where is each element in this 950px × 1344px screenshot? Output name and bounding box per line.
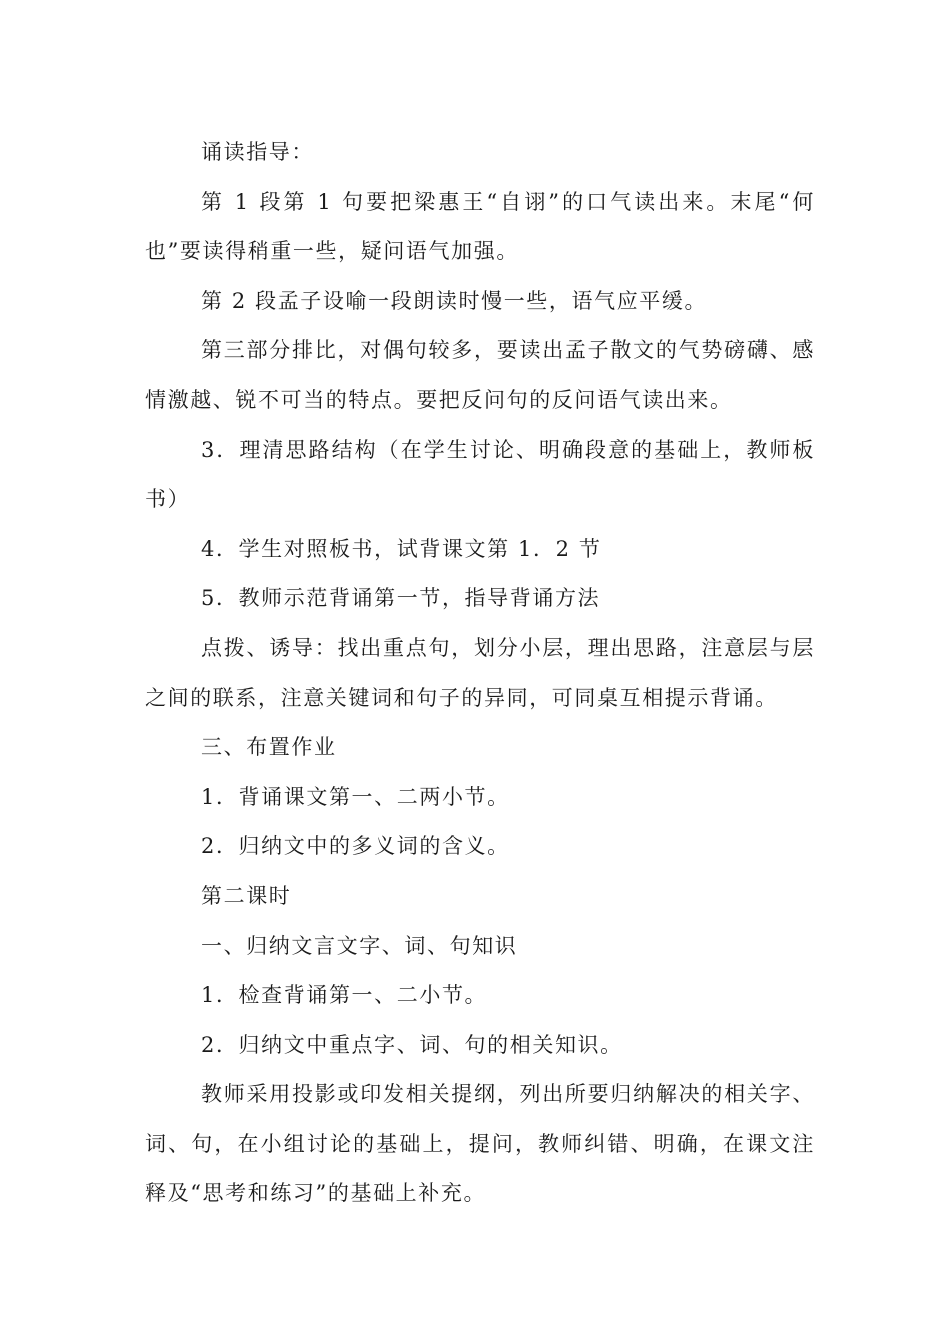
paragraph-step-5: 5．教师示范背诵第一节，指导背诵方法 <box>201 586 601 611</box>
paragraph-reading-guide-heading: 诵读指导： <box>201 140 314 164</box>
paragraph-homework-2: 2．归纳文中的多义词的含义。 <box>201 834 510 859</box>
paragraph-teacher-method: 教师采用投影或印发相关提纲，列出所要归纳解决的相关字、词、句，在小组讨论的基础上，提问，教师纠错、明确，在课文注释及“思考和练习”的基础上补充。 <box>145 1082 815 1206</box>
document-body <box>145 128 815 1219</box>
paragraph-section-2-guide: 第 2 段孟子设喻一段朗读时慢一些，语气应平缓。 <box>201 288 708 313</box>
paragraph-homework-1: 1．背诵课文第一、二两小节。 <box>201 784 510 809</box>
paragraph-part-3-guide: 第三部分排比，对偶句较多，要读出孟子散文的气势磅礴、感情激越、锐不可当的特点。要把反问句的反问语气读出来。 <box>145 338 815 412</box>
paragraph-knowledge-1: 1．检查背诵第一、二小节。 <box>201 983 488 1008</box>
paragraph-section-1-guide: 第 1 段第 1 句要把梁惠王“自诩”的口气读出来。末尾“何也”要读得稍重一些，疑问语气加强。 <box>145 189 815 264</box>
paragraph-homework-heading: 三、布置作业 <box>201 735 337 760</box>
paragraph-step-3: 3．理清思路结构（在学生讨论、明确段意的基础上，教师板书） <box>145 437 815 512</box>
paragraph-second-lesson-heading: 第二课时 <box>201 883 292 908</box>
paragraph-step-4: 4．学生对照板书，试背课文第 1．2 节 <box>201 536 602 561</box>
paragraph-hints: 点拨、诱导：找出重点句，划分小层，理出思路，注意层与层之间的联系，注意关键词和句子的异同，可同桌互相提示背诵。 <box>145 635 815 710</box>
paragraph-knowledge-heading: 一、归纳文言文字、词、句知识 <box>201 933 518 958</box>
paragraph-knowledge-2: 2．归纳文中重点字、词、句的相关知识。 <box>201 1032 623 1057</box>
